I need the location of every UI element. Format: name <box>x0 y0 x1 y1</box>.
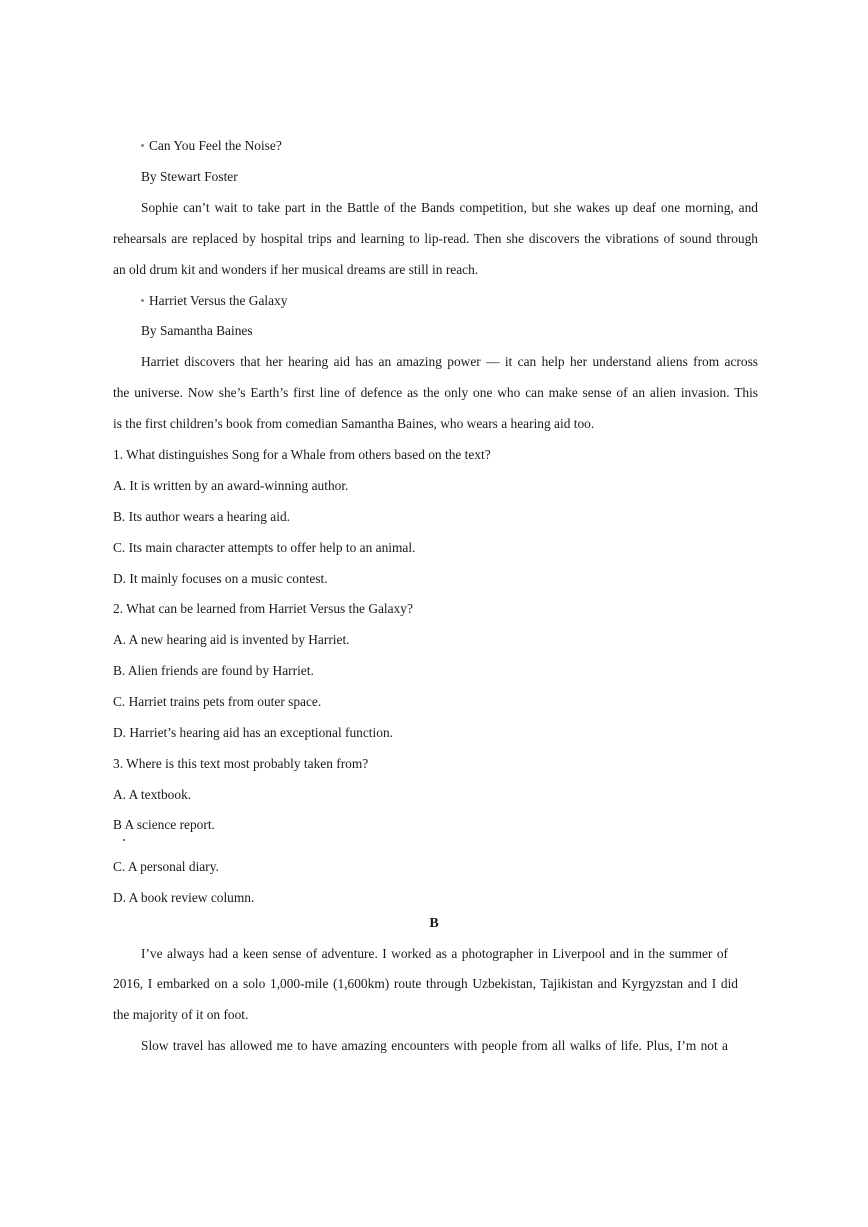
answer-option: C. Its main character attempts to offer help to an animal. <box>113 540 416 555</box>
answer-option: B A science report. <box>113 817 215 832</box>
passage-line: the majority of it on foot. <box>113 1007 249 1022</box>
question-stem: 1. What distinguishes Song for a Whale from others based on the text? <box>113 447 491 462</box>
answer-option: A. A new hearing aid is invented by Harriet. <box>113 632 350 647</box>
section-heading: B <box>429 916 439 931</box>
book-summary-line: Harriet discovers that her hearing aid has an amazing power — it can help her understand aliens from across <box>141 354 758 369</box>
answer-option: D. Harriet’s hearing aid has an exceptional function. <box>113 725 393 740</box>
answer-option: A. A textbook. <box>113 787 192 802</box>
answer-option: C. A personal diary. <box>113 859 219 874</box>
book-title: Harriet Versus the Galaxy <box>141 292 791 310</box>
passage-line: Slow travel has allowed me to have amazing encounters with people from all walks of life. Plus, I’m not a <box>141 1038 728 1053</box>
book-summary-line: Sophie can’t wait to take part in the Battle of the Bands competition, but she wakes up deaf one morning, and <box>141 200 758 215</box>
question-stem: 2. What can be learned from Harriet Versus the Galaxy? <box>113 601 413 616</box>
answer-option: C. Harriet trains pets from outer space. <box>113 694 322 709</box>
book-summary-line: an old drum kit and wonders if her musical dreams are still in reach. <box>113 262 479 277</box>
answer-option: D. It mainly focuses on a music contest. <box>113 571 328 586</box>
answer-option: A. It is written by an award-winning author. <box>113 478 349 493</box>
bullet-dot <box>141 299 144 302</box>
stray-mark <box>123 839 125 841</box>
book-summary-line: the universe. Now she’s Earth’s first line of defence as the only one who can make sense of an alien invasion. This <box>113 385 758 400</box>
passage-line: 2016, I embarked on a solo 1,000-mile (1,600km) route through Uzbekistan, Tajikistan and Kyrgyzstan and I did <box>113 976 738 991</box>
book-author: By Stewart Foster <box>141 169 238 184</box>
passage-line: I’ve always had a keen sense of adventure. I worked as a photographer in Liverpool and in the summer of <box>141 946 728 961</box>
book-author: By Samantha Baines <box>141 323 253 338</box>
book-summary-line: rehearsals are replaced by hospital trips and learning to lip-read. Then she discovers the vibrations of sound through <box>113 231 758 246</box>
bullet-dot <box>141 144 144 147</box>
answer-option: B. Its author wears a hearing aid. <box>113 509 290 524</box>
answer-option: B. Alien friends are found by Harriet. <box>113 663 314 678</box>
book-summary-line: is the first children’s book from comedian Samantha Baines, who wears a hearing aid too. <box>113 416 595 431</box>
book-title: Can You Feel the Noise? <box>141 137 791 155</box>
question-stem: 3. Where is this text most probably taken from? <box>113 756 369 771</box>
answer-option: D. A book review column. <box>113 890 255 905</box>
